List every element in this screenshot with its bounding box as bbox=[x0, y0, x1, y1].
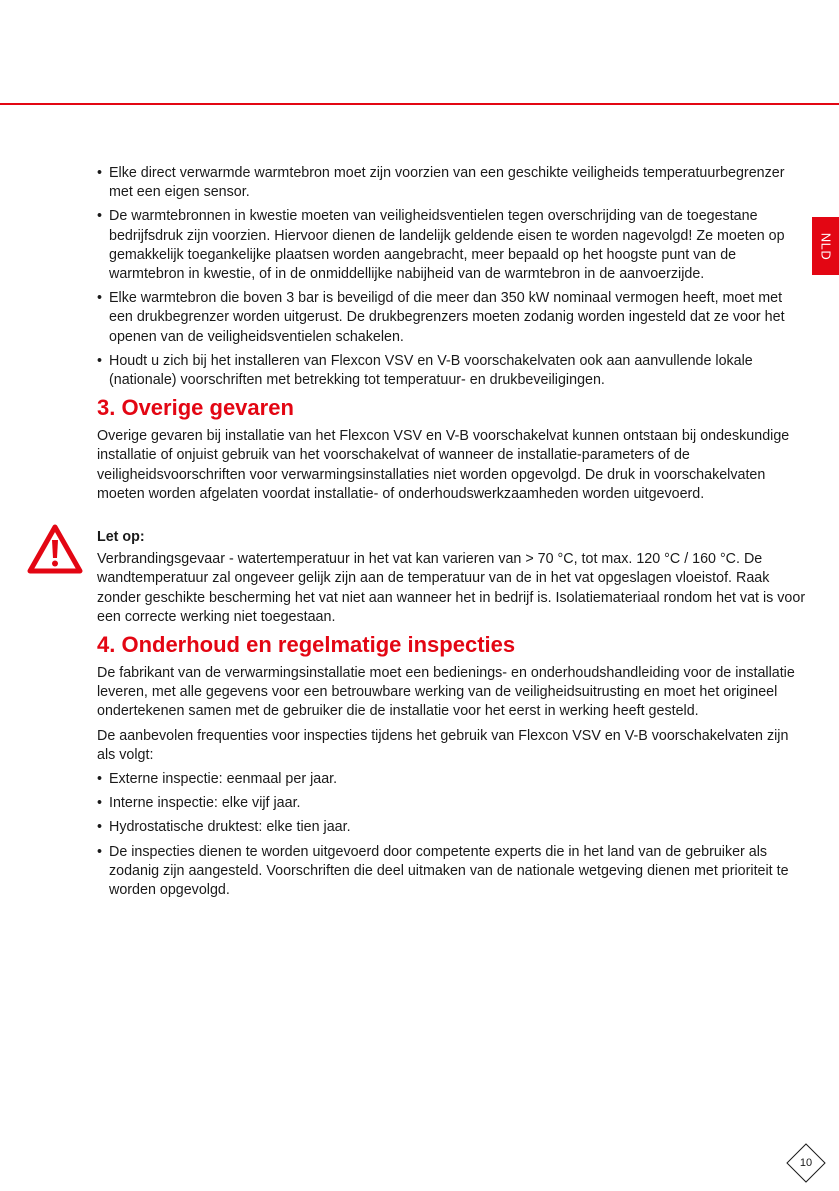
list-item: • Elke direct verwarmde warmtebron moet zijn voorzien van een geschikte veiligheids temperatuurbegrenzer met een eigen sensor. bbox=[97, 164, 807, 202]
warning-text: Verbrandingsgevaar - watertemperatuur in het vat kan varieren van > 70 °C, tot max. 120 °C / 160 °C. De wandtemperatuur zal ongeveer gelijk zijn aan de temperatuur van de in het vat opgeslagen vloeistof. Raak zonder geschikte bescherming het vat niet aan wanneer het in bedrijf is. Isolatiemateriaal rondom het vat is voor een correcte werking niet toegestaan. bbox=[97, 551, 806, 625]
header-rule bbox=[0, 103, 839, 105]
list-item: • Elke warmtebron die boven 3 bar is beveiligd of die meer dan 350 kW nominaal vermogen heeft, moet met een drukbegrenzer worden uitgerust. De drukbegrenzers moeten zodanig worden ingesteld dat ze voor het openen van de veiligheidsventielen schakelen. bbox=[97, 289, 807, 347]
warning-callout bbox=[97, 528, 807, 627]
section-4-paragraph-1: De fabrikant van de verwarmingsinstallatie moet een bedienings- en onderhoudshandleiding voor de installatie leveren, met alle gegevens voor een betrouwbare werking van de veiligheidsuitrusting en moet het origineel ondertekenen samen met de gebruiker die de installatie voor het eerst in werking heeft gesteld. bbox=[97, 665, 795, 720]
warning-title: Let op: bbox=[97, 529, 145, 546]
section-3-heading: 3. Overige gevaren bbox=[97, 395, 294, 421]
section-3-paragraph: Overige gevaren bij installatie van het Flexcon VSV en V-B voorschakelvat kunnen ontstaan bij ondeskundige installatie of onjuist gebruik van het voorschakelvat of wanneer de installatie-parameters of de veiligheidsvoorschriften voor verwarmingsinstallaties niet worden opgevolgd. De druk in voorschakelvaten moeten worden afgelaten voordat installatie- of onderhoudswerkzaamheden worden uitgevoerd. bbox=[97, 428, 790, 502]
page-number: 10 bbox=[799, 1157, 813, 1169]
inspection-bullet-list bbox=[97, 770, 807, 900]
list-item: • De warmtebronnen in kwestie moeten van veiligheidsventielen tegen overschrijding van de toegestane bedrijfsdruk zijn voorzien. Hiervoor dienen de landelijk geldende eisen te worden nagevolgd! Ze moeten op gemakkelijk toegankelijke plaatsen worden aangebracht, meer bepaald op het hoogste punt van de warmtebron in kwestie, of in de onmiddellijke nabijheid van de warmtebron in de aanvoerzijde. bbox=[97, 207, 807, 284]
section-4-heading: 4. Onderhoud en regelmatige inspecties bbox=[97, 632, 516, 658]
list-item: • Externe inspectie: eenmaal per jaar. bbox=[97, 770, 807, 789]
page-content bbox=[97, 164, 807, 905]
list-item: • Interne inspectie: elke vijf jaar. bbox=[97, 794, 807, 813]
list-item: • De inspecties dienen te worden uitgevoerd door competente experts die in het land van de gebruiker als zodanig zijn aangesteld. Voorschriften die deel uitmaken van de nationale wetgeving dienen met prioriteit te worden opgevolgd. bbox=[97, 843, 807, 901]
language-tab bbox=[812, 217, 839, 275]
intro-bullet-list bbox=[97, 164, 807, 390]
list-item: • Houdt u zich bij het installeren van Flexcon VSV en V-B voorschakelvaten ook aan aanvullende lokale (nationale) voorschriften met betrekking tot temperatuur- en drukbeveiligingen. bbox=[97, 352, 807, 390]
section-4-paragraph-2: De aanbevolen frequenties voor inspecties tijdens het gebruik van Flexcon VSV en V-B voorschakelvaten zijn als volgt: bbox=[97, 727, 789, 763]
page-number-badge bbox=[786, 1143, 826, 1183]
list-item: • Hydrostatische druktest: elke tien jaar. bbox=[97, 818, 807, 837]
warning-triangle-icon bbox=[27, 524, 83, 574]
language-tab-label: NLD bbox=[818, 232, 834, 260]
